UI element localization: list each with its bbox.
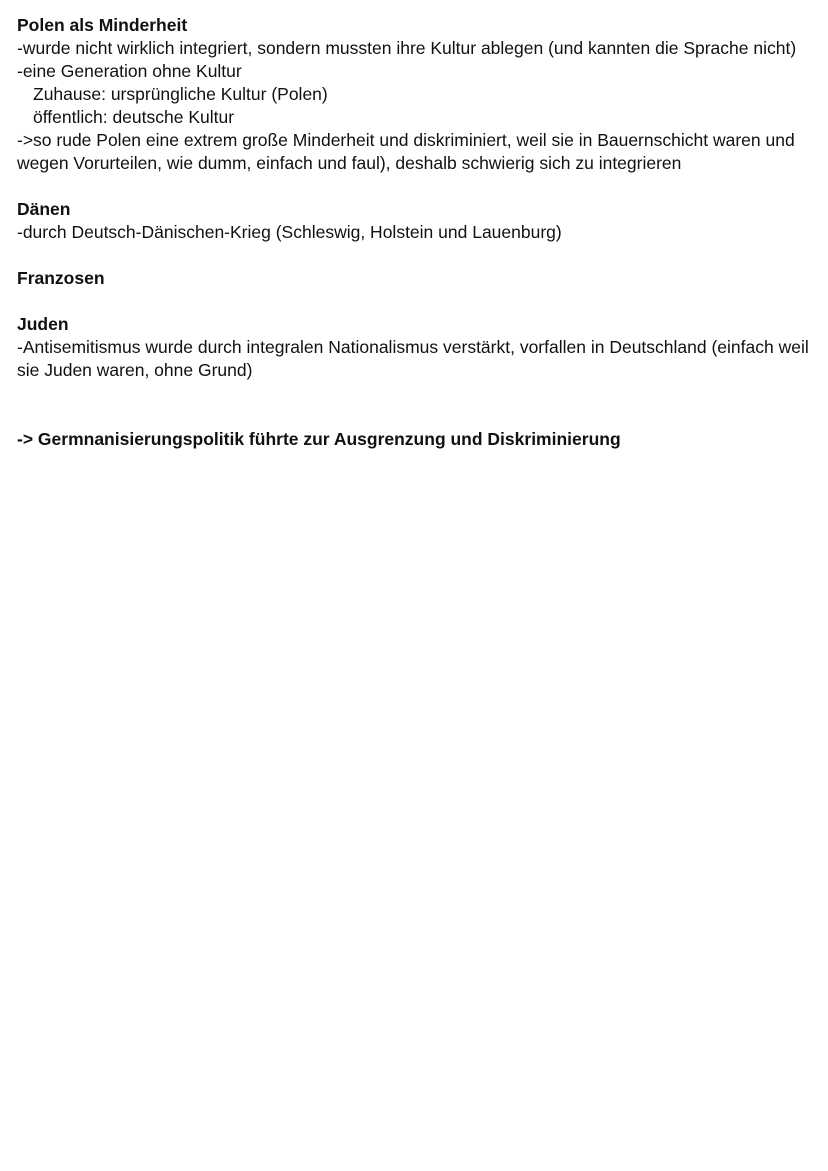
polen-line-1: -wurde nicht wirklich integriert, sondern mussten ihre Kultur ablegen (und kannten die Sprache nicht): [17, 38, 797, 58]
section-franzosen: [17, 267, 817, 290]
section-heading-franzosen: Franzosen: [17, 268, 105, 288]
section-daenen: [17, 198, 817, 244]
section-juden: [17, 313, 817, 382]
section-polen: [17, 14, 817, 175]
polen-line-3: Zuhause: ursprüngliche Kultur (Polen): [33, 84, 328, 104]
document-body: [17, 14, 817, 451]
daenen-line-1: -durch Deutsch-Dänischen-Krieg (Schleswig, Holstein und Lauenburg): [17, 222, 562, 242]
juden-line-1: -Antisemitismus wurde durch integralen Nationalismus verstärkt, vorfallen in Deutschland (einfach weil sie Juden waren, ohne Grund): [17, 337, 809, 380]
polen-line-4: öffentlich: deutsche Kultur: [33, 107, 235, 127]
spacer: [17, 175, 817, 198]
polen-line-5: ->so rude Polen eine extrem große Minderheit und diskriminiert, weil sie in Bauernschicht waren und wegen Vorurteilen, wie dumm, einfach und faul), deshalb schwierig sich zu integrieren: [17, 130, 795, 173]
section-heading-polen: Polen als Minderheit: [17, 15, 188, 35]
conclusion-text: -> Germnanisierungspolitik führte zur Ausgrenzung und Diskriminierung: [17, 429, 621, 449]
section-heading-daenen: Dänen: [17, 199, 71, 219]
spacer: [17, 382, 817, 428]
section-heading-juden: Juden: [17, 314, 69, 334]
polen-line-2: -eine Generation ohne Kultur: [17, 61, 242, 81]
spacer: [17, 244, 817, 267]
spacer: [17, 290, 817, 313]
